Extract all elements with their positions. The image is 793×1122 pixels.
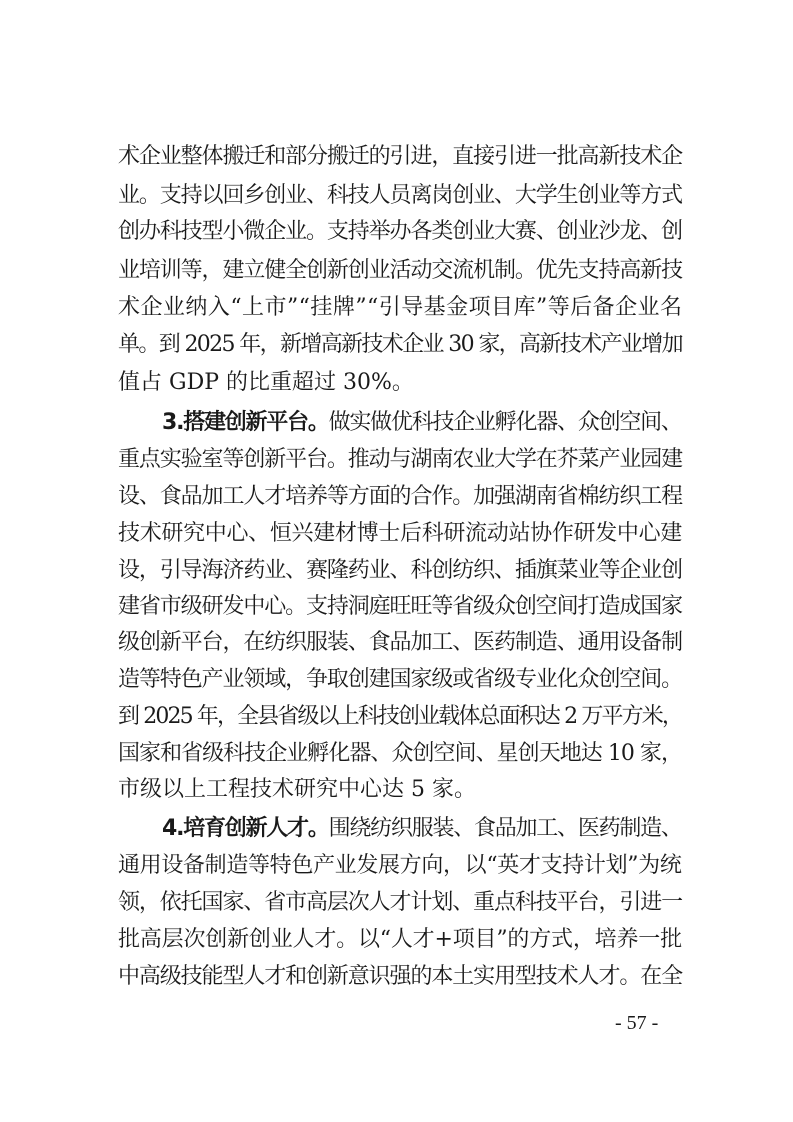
line-text: 业培训等，建立健全创新创业活动交流机制。优先支持高新技 xyxy=(118,258,683,283)
text-line xyxy=(118,554,682,588)
text-line xyxy=(118,663,682,697)
text-line xyxy=(118,626,682,660)
line-text: 术企业整体搬迁和部分搬迁的引进，直接引进一批高新技术企 xyxy=(118,144,683,169)
text-line xyxy=(118,849,682,883)
line-text: 围绕纺织服装、食品加工、医药制造、 xyxy=(328,816,682,841)
line-text: 术企业纳入“上市”“挂牌”“引导基金项目库”等后备企业名 xyxy=(118,295,683,320)
text-line xyxy=(118,590,682,624)
section-heading: 3.搭建创新平台。 xyxy=(162,410,329,435)
text-line xyxy=(118,443,682,477)
text-line xyxy=(118,291,682,325)
line-text: 国家和省级科技企业孵化器、众创空间、星创天地达 10 家， xyxy=(118,741,682,766)
text-line xyxy=(118,773,476,807)
line-text: 级创新平台，在纺织服装、食品加工、医药制造、通用设备制 xyxy=(118,630,683,655)
line-text: 技术研究中心、恒兴建材博士后科研流动站协作研发中心建 xyxy=(118,521,683,546)
text-line xyxy=(118,700,682,734)
line-text: 设，引导海济药业、赛隆药业、科创纺织、插旗菜业等企业创 xyxy=(118,558,683,583)
line-text: 创办科技型小微企业。支持举办各类创业大赛、创业沙龙、创 xyxy=(118,219,683,244)
section-heading-line xyxy=(162,406,682,440)
line-text: 做实做优科技企业孵化器、众创空间、 xyxy=(328,410,682,435)
text-line xyxy=(118,960,682,994)
line-text: 造等特色产业领域，争取创建国家级或省级专业化众创空间。 xyxy=(118,667,683,692)
line-text: 值占 GDP 的比重超过 30%。 xyxy=(118,370,414,395)
line-text: 领，依托国家、省市高层次人才计划、重点科技平台，引进一 xyxy=(118,890,683,915)
section-heading: 4.培育创新人才。 xyxy=(162,816,329,841)
line-text: 中高级技能型人才和创新意识强的本土实用型技术人才。在全 xyxy=(118,964,683,989)
text-line xyxy=(118,179,682,213)
text-line xyxy=(118,480,682,514)
line-text: 市级以上工程技术研究中心达 5 家。 xyxy=(118,777,476,802)
line-text: 通用设备制造等特色产业发展方向，以“英才支持计划”为统 xyxy=(118,853,682,878)
line-text: 单。到 2025 年，新增高新技术企业 30 家，高新技术产业增加 xyxy=(118,332,682,357)
line-text: 建省市级研发中心。支持洞庭旺旺等省级众创空间打造成国家 xyxy=(118,594,683,619)
line-text: 业。支持以回乡创业、科技人员离岗创业、大学生创业等方式 xyxy=(118,183,683,208)
text-line xyxy=(118,923,682,957)
text-line xyxy=(118,140,682,174)
text-line xyxy=(118,328,682,362)
text-line xyxy=(118,517,682,551)
line-text: 到 2025 年，全县省级以上科技创业载体总面积达 2 万平方米， xyxy=(118,704,682,729)
text-line xyxy=(118,886,682,920)
text-line xyxy=(118,737,682,771)
line-text: 重点实验室等创新平台。推动与湖南农业大学在芥菜产业园建 xyxy=(118,447,683,472)
line-text: 设、食品加工人才培养等方面的合作。加强湖南省棉纺织工程 xyxy=(118,484,683,509)
line-text: 批高层次创新创业人才。以“人才+项目”的方式，培养一批 xyxy=(118,927,682,952)
text-line xyxy=(118,254,682,288)
section-heading-line xyxy=(162,812,682,846)
page-number: - 57 - xyxy=(615,1012,659,1034)
text-line xyxy=(118,215,682,249)
text-line xyxy=(118,366,414,400)
